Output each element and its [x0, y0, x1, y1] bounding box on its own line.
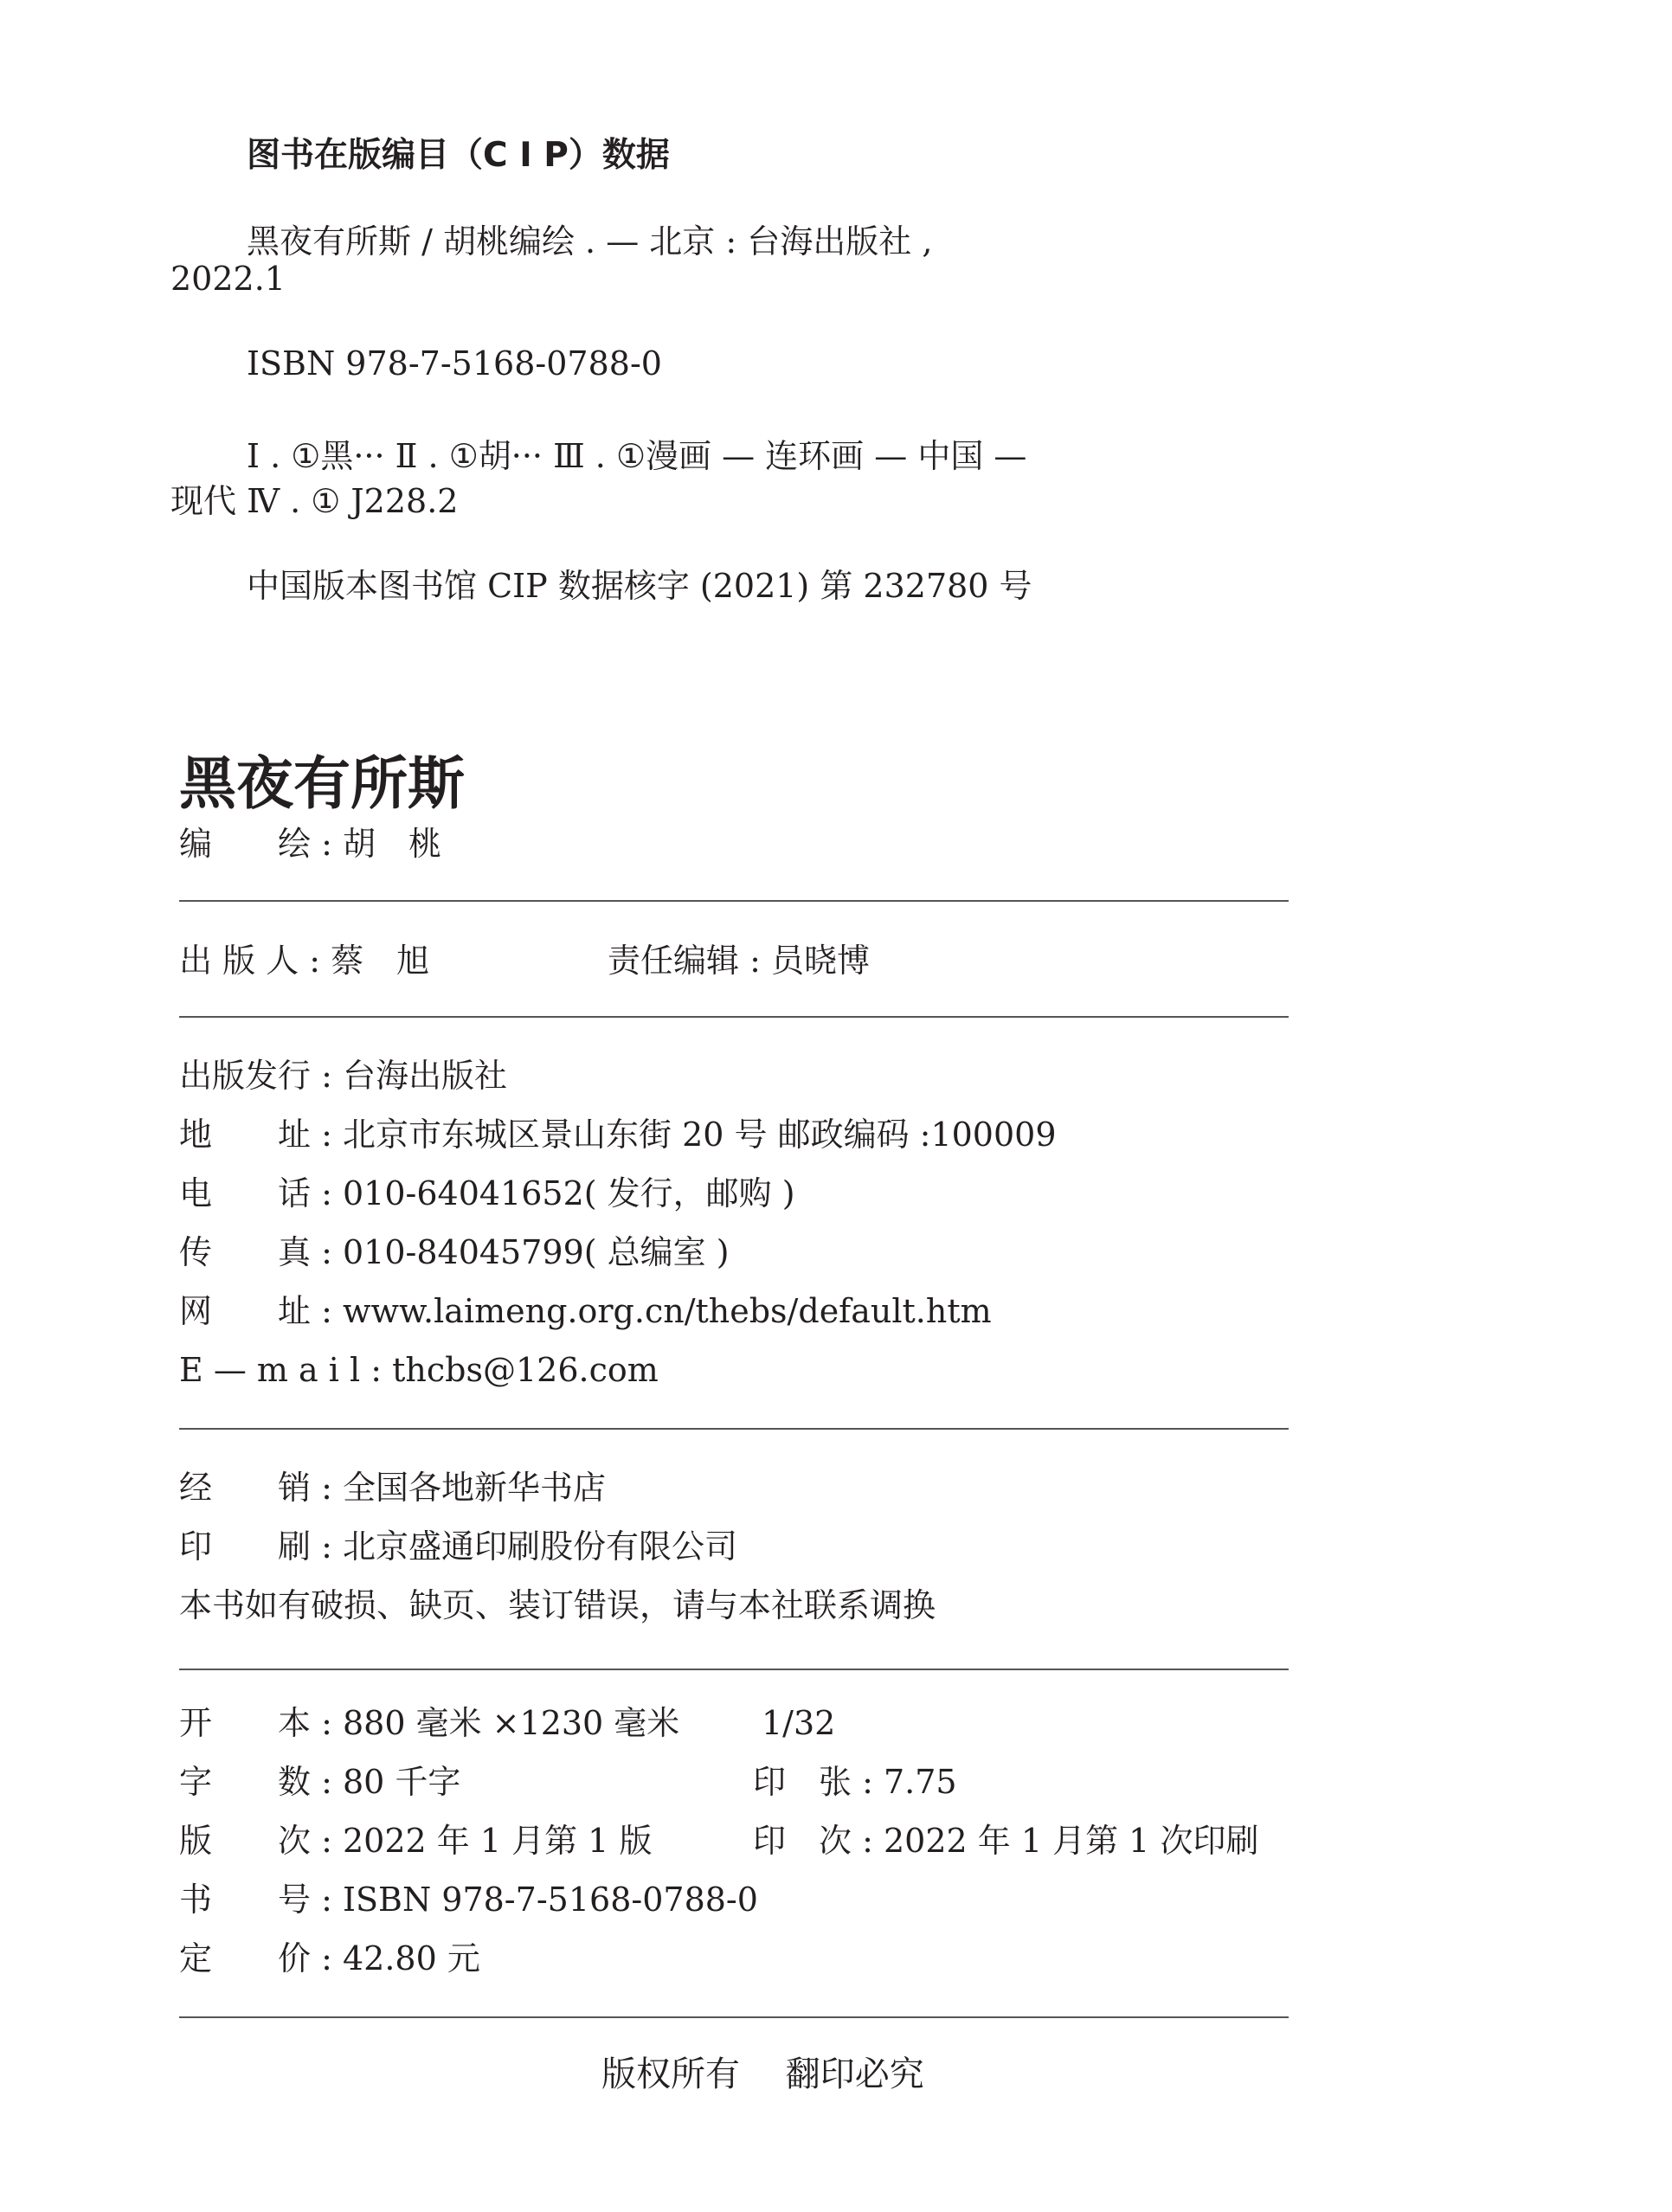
- web-row: [179, 1289, 992, 1333]
- publisher-row: [179, 939, 870, 982]
- booknum-label: 书 号 :: [179, 1881, 332, 1919]
- divider: [179, 900, 1289, 902]
- price-label: 定 价 :: [179, 1939, 332, 1977]
- edition-row: [179, 1819, 1259, 1862]
- divider: [179, 1428, 1289, 1430]
- editor-value: 员晓博: [770, 942, 870, 980]
- issue-row: [179, 1054, 507, 1097]
- sheets-value: 7.75: [883, 1763, 957, 1801]
- format-value: 880 毫米 ×1230 毫米: [342, 1704, 680, 1742]
- address-label: 地 址 :: [179, 1116, 332, 1154]
- print-value: 北京盛通印刷股份有限公司: [342, 1527, 737, 1566]
- dist-label: 经 销 :: [179, 1469, 332, 1507]
- email-label: E — m a i l :: [179, 1351, 383, 1389]
- web-value: www.laimeng.org.cn/thebs/default.htm: [342, 1292, 992, 1330]
- edition-label: 版 次 :: [179, 1822, 332, 1860]
- phone-row: [179, 1172, 795, 1215]
- format-fraction: 1/32: [762, 1704, 836, 1742]
- editor-field: [608, 939, 870, 982]
- cip-class-a: Ⅰ . ①黑··· Ⅱ . ①胡··· Ⅲ . ①漫画 — 连环画 — 中国 —: [247, 437, 1027, 475]
- cip-isbn: ISBN 978-7-5168-0788-0: [247, 344, 662, 383]
- publisher-person-label: 出 版 人 :: [179, 942, 321, 980]
- address-value: 北京市东城区景山东街 20 号 邮政编码 :100009: [342, 1116, 1057, 1154]
- booknum-value: ISBN 978-7-5168-0788-0: [342, 1881, 758, 1919]
- web-label: 网 址 :: [179, 1292, 332, 1330]
- printing-value: 2022 年 1 月第 1 次印刷: [883, 1822, 1259, 1860]
- copyright-notice: 版权所有 翻印必究: [601, 2054, 924, 2094]
- price-value: 42.80 元: [342, 1939, 480, 1977]
- email-value: thcbs@126.com: [392, 1351, 659, 1389]
- sheets-label: 印 张 :: [753, 1763, 873, 1801]
- cip-line1b: 2022.1: [170, 260, 286, 298]
- email-row: [179, 1348, 659, 1392]
- booknum-row: [179, 1878, 758, 1921]
- printer-row: [179, 1525, 737, 1568]
- fax-label: 传 真 :: [179, 1233, 332, 1271]
- cip-line1a: 黑夜有所斯 / 胡桃编绘 . — 北京 : 台海出版社 ,: [247, 222, 933, 260]
- dist-value: 全国各地新华书店: [342, 1469, 606, 1507]
- price-row: [179, 1937, 480, 1980]
- cip-verify: 中国版本图书馆 CIP 数据核字 (2021) 第 232780 号: [247, 567, 1032, 605]
- divider: [179, 2016, 1289, 2018]
- edition-value: 2022 年 1 月第 1 版: [342, 1822, 653, 1860]
- author-value: 胡 桃: [342, 825, 441, 863]
- sheets-field: [753, 1760, 957, 1804]
- notice-row: 本书如有破损、缺页、装订错误，请与本社联系调换: [179, 1586, 936, 1624]
- words-row: [179, 1760, 957, 1804]
- fax-row: [179, 1231, 730, 1274]
- author-row: [179, 822, 441, 865]
- print-label: 印 刷 :: [179, 1527, 332, 1566]
- issue-label: 出版发行 :: [179, 1057, 332, 1095]
- format-row: [179, 1701, 836, 1745]
- publisher-person-value: 蔡 旭: [331, 942, 430, 980]
- distribution-row: [179, 1466, 606, 1509]
- book-title: 黑夜有所斯: [179, 750, 465, 817]
- format-label: 开 本 :: [179, 1704, 332, 1742]
- address-row: [179, 1113, 1057, 1156]
- divider: [179, 1016, 1289, 1018]
- phone-label: 电 话 :: [179, 1174, 332, 1212]
- words-value: 80 千字: [342, 1763, 461, 1801]
- editor-label: 责任编辑 :: [608, 942, 761, 980]
- cip-heading: 图书在版编目（C I P）数据: [247, 136, 670, 175]
- phone-value: 010-64041652( 发行，邮购 ): [342, 1174, 795, 1212]
- fax-value: 010-84045799( 总编室 ): [342, 1233, 730, 1271]
- printing-field: [753, 1819, 1258, 1862]
- printing-label: 印 次 :: [753, 1822, 873, 1860]
- divider: [179, 1669, 1289, 1670]
- issue-value: 台海出版社: [342, 1057, 507, 1095]
- words-label: 字 数 :: [179, 1763, 332, 1801]
- author-label: 编 绘 :: [179, 825, 332, 863]
- cip-class-b: 现代 Ⅳ . ① J228.2: [170, 482, 459, 520]
